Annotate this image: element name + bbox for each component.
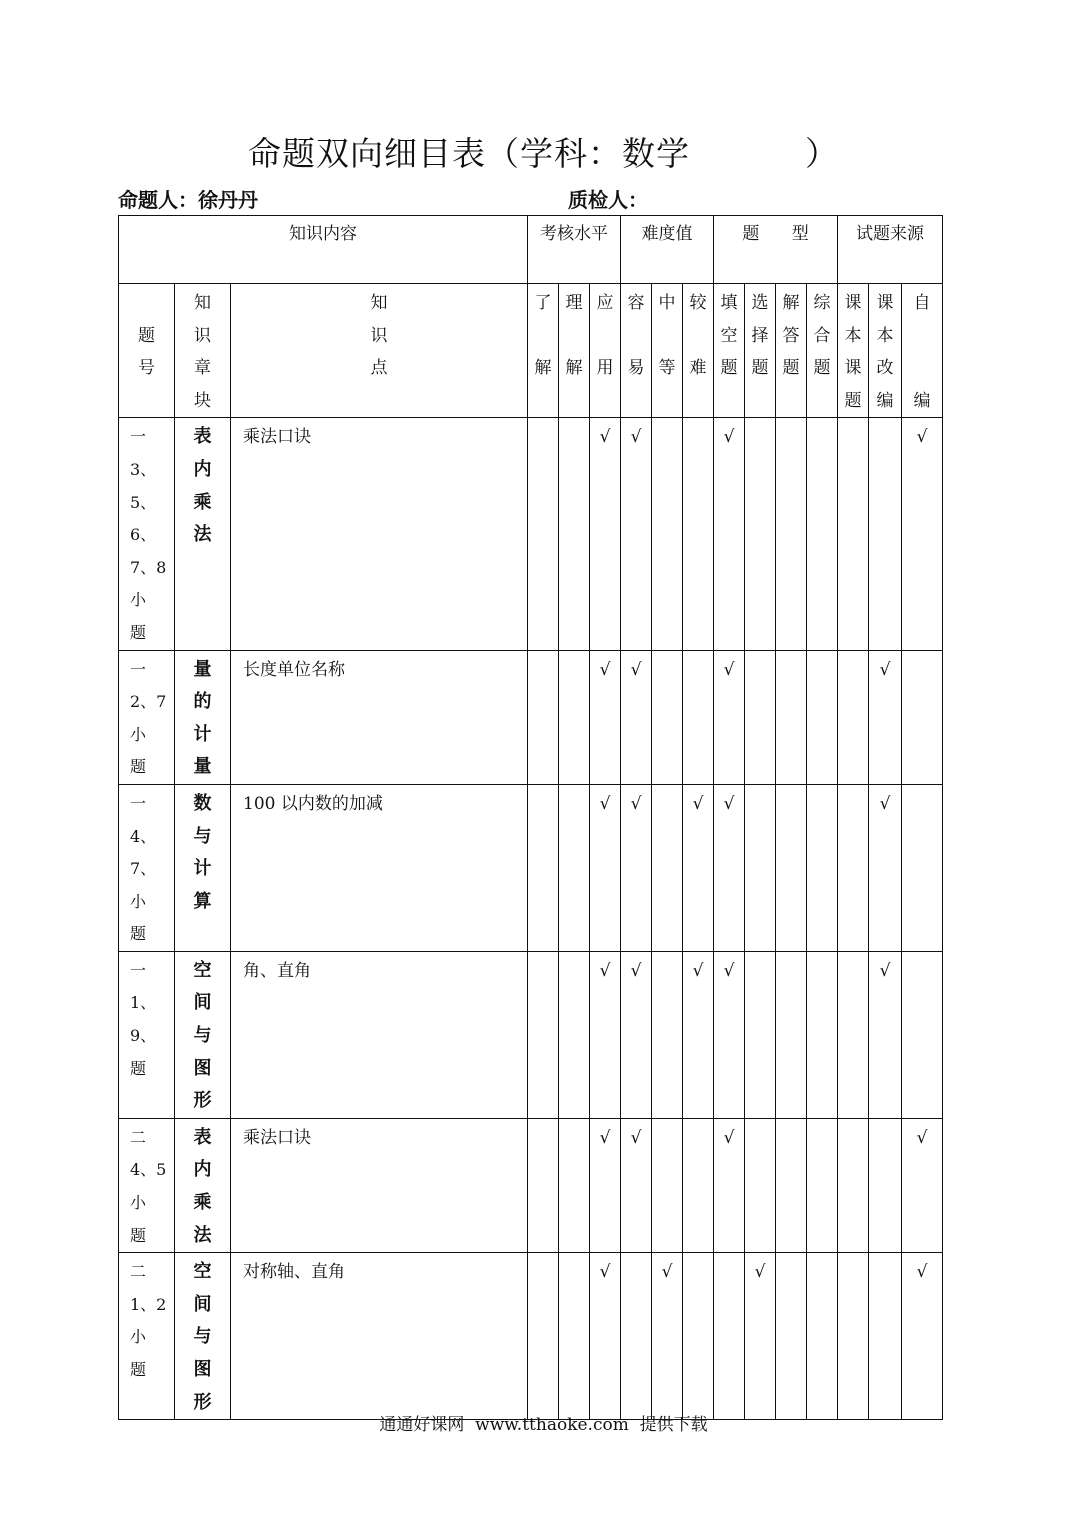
check-cell-hard: √ [683, 951, 714, 1118]
check-cell-comprehensive [807, 1118, 838, 1252]
check-cell-comprehensive [807, 951, 838, 1118]
check-cell-comprehend [559, 1253, 590, 1420]
check-cell-medium [652, 951, 683, 1118]
check-cell-apply: √ [590, 1118, 621, 1252]
check-cell-comprehensive [807, 1253, 838, 1420]
question-number-cell: 二 4、5 小 题 [119, 1118, 175, 1252]
check-cell-understand-basic [528, 418, 559, 650]
check-cell-fill-blank: √ [714, 650, 745, 784]
check-cell-fill-blank: √ [714, 1118, 745, 1252]
knowledge-point-cell: 100 以内数的加减 [231, 784, 528, 951]
check-cell-answer [776, 1253, 807, 1420]
subheader-knowledge-point: 知 识 点 [231, 284, 528, 418]
table-body [119, 216, 943, 1420]
check-cell-textbook [838, 1253, 869, 1420]
subheader-multiple-choice: 选 择 题 [745, 284, 776, 418]
header-source: 试题来源 [838, 216, 943, 284]
subheader-comprehensive: 综 合 题 [807, 284, 838, 418]
check-cell-self-written: √ [902, 1118, 943, 1252]
check-cell-fill-blank: √ [714, 784, 745, 951]
knowledge-point-cell: 乘法口诀 [231, 1118, 528, 1252]
check-cell-self-written [902, 784, 943, 951]
check-cell-textbook [838, 1118, 869, 1252]
check-cell-hard [683, 1118, 714, 1252]
check-cell-multiple-choice [745, 1118, 776, 1252]
check-cell-multiple-choice [745, 784, 776, 951]
header-group-row [119, 216, 943, 284]
question-number-cell: 一 2、7 小 题 [119, 650, 175, 784]
page-title: 命题双向细目表（学科：数学 ） [248, 134, 839, 173]
check-cell-medium: √ [652, 1253, 683, 1420]
check-cell-medium [652, 784, 683, 951]
check-cell-understand-basic [528, 1118, 559, 1252]
check-cell-comprehensive [807, 784, 838, 951]
check-cell-self-written: √ [902, 1253, 943, 1420]
subheader-fill-blank: 填 空 题 [714, 284, 745, 418]
check-cell-understand-basic [528, 784, 559, 951]
check-cell-textbook-adapted [869, 1118, 902, 1252]
footer-credit: 通通好课网 www.tthaoke.com 提供下载 [379, 1415, 708, 1435]
inspector-label: 质检人： [568, 188, 648, 212]
check-cell-medium [652, 650, 683, 784]
check-cell-apply: √ [590, 650, 621, 784]
check-cell-apply: √ [590, 418, 621, 650]
chapter-cell: 空 间 与 图 形 [175, 1253, 231, 1420]
check-cell-answer [776, 951, 807, 1118]
proposer-label: 命题人：徐丹丹 [118, 188, 258, 212]
check-cell-hard [683, 418, 714, 650]
check-cell-easy: √ [621, 1118, 652, 1252]
check-cell-easy: √ [621, 951, 652, 1118]
question-number-cell: 二 1、2 小 题 [119, 1253, 175, 1420]
check-cell-self-written [902, 951, 943, 1118]
check-cell-medium [652, 1118, 683, 1252]
check-cell-textbook [838, 784, 869, 951]
table-row [119, 784, 943, 951]
subheader-understand-basic: 了 解 [528, 284, 559, 418]
chapter-cell: 表 内 乘 法 [175, 418, 231, 650]
check-cell-understand-basic [528, 1253, 559, 1420]
check-cell-textbook [838, 418, 869, 650]
question-number-cell: 一 4、 7、 小 题 [119, 784, 175, 951]
check-cell-easy: √ [621, 418, 652, 650]
subheader-chapter: 知 识 章 块 [175, 284, 231, 418]
header-sub-row [119, 284, 943, 418]
check-cell-easy: √ [621, 784, 652, 951]
knowledge-point-cell: 对称轴、直角 [231, 1253, 528, 1420]
table-row [119, 951, 943, 1118]
check-cell-multiple-choice [745, 650, 776, 784]
check-cell-comprehend [559, 784, 590, 951]
check-cell-self-written [902, 650, 943, 784]
subheader-self-written: 自 编 [902, 284, 943, 418]
knowledge-point-cell: 角、直角 [231, 951, 528, 1118]
check-cell-textbook-adapted: √ [869, 650, 902, 784]
subheader-medium: 中 等 [652, 284, 683, 418]
table-row [119, 418, 943, 650]
subheader-question-number: 题 号 [119, 284, 175, 418]
question-number-cell: 一 1、 9、 题 [119, 951, 175, 1118]
specification-table [118, 215, 943, 1420]
check-cell-textbook [838, 650, 869, 784]
check-cell-answer [776, 1118, 807, 1252]
header-assessment: 考核水平 [528, 216, 621, 284]
check-cell-hard [683, 650, 714, 784]
subheader-comprehend: 理 解 [559, 284, 590, 418]
check-cell-understand-basic [528, 650, 559, 784]
check-cell-understand-basic [528, 951, 559, 1118]
check-cell-self-written: √ [902, 418, 943, 650]
check-cell-medium [652, 418, 683, 650]
subheader-hard: 较 难 [683, 284, 714, 418]
check-cell-comprehend [559, 1118, 590, 1252]
check-cell-fill-blank [714, 1253, 745, 1420]
check-cell-comprehend [559, 951, 590, 1118]
header-difficulty: 难度值 [621, 216, 714, 284]
subheader-answer: 解 答 题 [776, 284, 807, 418]
question-number-cell: 一 3、 5、 6、 7、8 小 题 [119, 418, 175, 650]
check-cell-textbook-adapted: √ [869, 951, 902, 1118]
check-cell-fill-blank: √ [714, 951, 745, 1118]
check-cell-multiple-choice: √ [745, 1253, 776, 1420]
check-cell-comprehend [559, 650, 590, 784]
table-row [119, 1118, 943, 1252]
knowledge-point-cell: 长度单位名称 [231, 650, 528, 784]
subheader-textbook-adapted: 课 本 改 编 [869, 284, 902, 418]
table-row [119, 650, 943, 784]
chapter-cell: 数 与 计 算 [175, 784, 231, 951]
check-cell-hard: √ [683, 784, 714, 951]
check-cell-textbook-adapted: √ [869, 784, 902, 951]
check-cell-answer [776, 418, 807, 650]
subheader-apply: 应 用 [590, 284, 621, 418]
check-cell-apply: √ [590, 951, 621, 1118]
chapter-cell: 量 的 计 量 [175, 650, 231, 784]
chapter-cell: 表 内 乘 法 [175, 1118, 231, 1252]
knowledge-point-cell: 乘法口诀 [231, 418, 528, 650]
check-cell-textbook [838, 951, 869, 1118]
check-cell-comprehensive [807, 650, 838, 784]
check-cell-easy [621, 1253, 652, 1420]
header-knowledge: 知识内容 [119, 216, 528, 284]
check-cell-textbook-adapted [869, 418, 902, 650]
subheader-easy: 容 易 [621, 284, 652, 418]
header-type: 题 型 [714, 216, 838, 284]
check-cell-fill-blank: √ [714, 418, 745, 650]
check-cell-textbook-adapted [869, 1253, 902, 1420]
subheader-textbook: 课 本 课 题 [838, 284, 869, 418]
check-cell-apply: √ [590, 1253, 621, 1420]
table-row [119, 1253, 943, 1420]
check-cell-hard [683, 1253, 714, 1420]
check-cell-answer [776, 650, 807, 784]
check-cell-comprehensive [807, 418, 838, 650]
check-cell-easy: √ [621, 650, 652, 784]
check-cell-apply: √ [590, 784, 621, 951]
check-cell-answer [776, 784, 807, 951]
check-cell-multiple-choice [745, 951, 776, 1118]
check-cell-multiple-choice [745, 418, 776, 650]
check-cell-comprehend [559, 418, 590, 650]
chapter-cell: 空 间 与 图 形 [175, 951, 231, 1118]
